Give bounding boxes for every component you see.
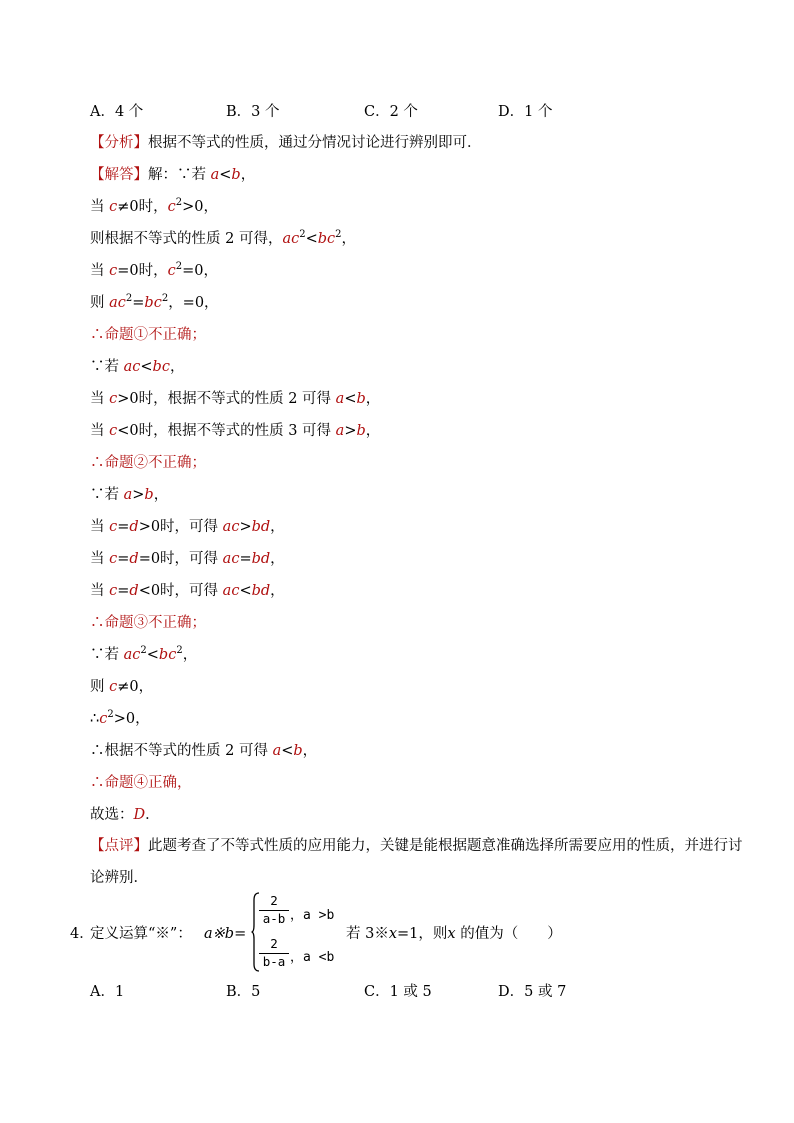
answer-line-16 [90, 645, 197, 665]
var-c: c [167, 199, 176, 215]
q4-option-a: A．1 [90, 984, 125, 1000]
exponent: 2 [175, 197, 183, 208]
answer-line-15: ∴命题③不正确； [90, 615, 206, 631]
var-d: d [129, 583, 139, 599]
answer-line-3 [90, 229, 356, 249]
text: ，=0， [168, 295, 219, 311]
q4-option-c: C．1 或 5 [364, 984, 432, 1000]
text: 则 [90, 295, 110, 311]
option-c: C．2 个 [364, 104, 418, 120]
var-a: a [272, 743, 282, 759]
text: <0时，可得 [138, 583, 223, 599]
exponent: 2 [299, 229, 306, 240]
var-bc: bc [158, 647, 177, 663]
var-c: c [109, 263, 118, 279]
text: 则根据不等式的性质 2 可得， [90, 231, 283, 247]
op: = [117, 583, 130, 599]
punct: ， [270, 551, 285, 567]
text: 故选： [90, 807, 134, 823]
question-number: 4． [70, 926, 94, 942]
var-c: c [109, 423, 118, 439]
punct: ， [365, 423, 381, 439]
condition-case-2: ，a <b [290, 950, 335, 965]
text: ∵若 [90, 647, 124, 663]
answer-line-13 [90, 549, 285, 569]
text: =0时， [117, 263, 168, 279]
exponent: 2 [140, 645, 147, 656]
op: = [132, 295, 145, 311]
answer-line-1 [90, 165, 255, 185]
var-bc: bc [152, 359, 170, 375]
text: 的值为（ ） [455, 926, 562, 942]
var-bd: bd [251, 583, 271, 599]
var-c: c [109, 679, 118, 695]
answer-line-2 [90, 197, 218, 217]
q4-option-b: B．5 [226, 984, 261, 1000]
op: < [239, 583, 252, 599]
denominator: b-a [262, 954, 286, 969]
answer-line-9 [90, 421, 380, 441]
var-b: b [144, 487, 154, 503]
analysis-text: 根据不等式的性质，通过分情况讨论进行辨别即可． [148, 135, 482, 151]
var-bd: bd [251, 551, 271, 567]
var-a: a [210, 167, 220, 183]
var-ac: ac [222, 519, 240, 535]
op: = [117, 519, 130, 535]
text: >0时，可得 [138, 519, 223, 535]
answer-line-17 [90, 677, 153, 697]
answer-choice: D [133, 807, 146, 823]
op: < [281, 743, 294, 759]
var-b: b [231, 167, 241, 183]
op: < [140, 359, 153, 375]
text: 当 [90, 423, 110, 439]
punct: ． [145, 807, 160, 823]
punct: ， [153, 487, 169, 503]
punct: ， [341, 231, 357, 247]
var-bd: bd [251, 519, 271, 535]
var-bc: bc [144, 295, 162, 311]
op: > [239, 519, 252, 535]
text: 当 [90, 199, 110, 215]
punct: ， [240, 167, 256, 183]
op: > [344, 423, 357, 439]
var-d: d [129, 551, 139, 567]
answer-line-21 [90, 805, 160, 825]
text: ∵若 [90, 359, 124, 375]
text: ≠0， [117, 679, 154, 695]
var-c: c [109, 519, 118, 535]
var-ac: ac [109, 295, 126, 311]
text: 当 [90, 551, 110, 567]
exponent: 2 [175, 261, 183, 272]
var-b: b [356, 423, 366, 439]
text: ∵若 [90, 487, 124, 503]
answer-line-18 [90, 709, 150, 729]
answer-line-4 [90, 261, 218, 281]
text: ≠0时， [117, 199, 168, 215]
answer-line-5 [90, 293, 219, 313]
exponent: 2 [107, 709, 114, 720]
answer-line-10: ∴命题②不正确； [90, 455, 206, 471]
exponent: 2 [176, 645, 183, 656]
comment-line-1 [90, 836, 743, 856]
option-a: A．4 个 [90, 104, 144, 120]
option-d: D．1 个 [498, 104, 553, 120]
var-x: x [388, 926, 398, 942]
op: < [305, 231, 318, 247]
exponent: 2 [161, 293, 169, 304]
answer-line-12 [90, 517, 285, 537]
text: <0时，根据不等式的性质 3 可得 [117, 423, 336, 439]
op: > [132, 487, 145, 503]
text: =1，则 [397, 926, 448, 942]
punct: ， [270, 519, 285, 535]
var-ac: ac [123, 359, 141, 375]
numerator: 2 [270, 936, 278, 951]
text: 当 [90, 391, 110, 407]
comment-line-2: 论辨别． [90, 870, 148, 886]
exponent: 2 [125, 293, 133, 304]
var-d: d [129, 519, 139, 535]
condition-case-1: ，a >b [290, 908, 335, 923]
answer-line-11 [90, 485, 168, 505]
question-suffix [346, 924, 562, 944]
punct: ， [182, 647, 198, 663]
answer-line-20: ∴命题④正确， [90, 775, 192, 791]
var-a: a [335, 423, 345, 439]
text: =0时，可得 [138, 551, 223, 567]
denominator: a-b [262, 911, 286, 926]
question-expr: a※b= [204, 926, 247, 942]
text: ∴根据不等式的性质 2 可得 [90, 743, 273, 759]
question-prefix: 定义运算“※”： [90, 926, 192, 942]
fraction-case-1 [259, 893, 289, 927]
text: >0时，根据不等式的性质 2 可得 [117, 391, 336, 407]
op: < [344, 391, 357, 407]
answer-line-14 [90, 581, 285, 601]
text: 则 [90, 679, 110, 695]
option-b: B．3 个 [226, 104, 280, 120]
text: >0， [182, 199, 218, 215]
exponent: 2 [335, 229, 342, 240]
q4-option-d: D．5 或 7 [498, 984, 567, 1000]
var-x: x [447, 926, 456, 942]
var-ac: ac [123, 647, 141, 663]
var-b: b [356, 391, 366, 407]
op: < [219, 167, 232, 183]
var-c: c [167, 263, 176, 279]
var-c: c [99, 711, 108, 727]
answer-line-8 [90, 389, 380, 409]
answer-text: 解：∵若 [148, 167, 211, 183]
var-c: c [109, 199, 118, 215]
analysis-tag: 【分析】 [90, 135, 148, 151]
var-ac: ac [282, 231, 300, 247]
var-ac: ac [222, 551, 240, 567]
var-a: a [123, 487, 133, 503]
text: 当 [90, 583, 110, 599]
punct: ， [270, 583, 285, 599]
answer-line-19 [90, 741, 317, 761]
punct: ， [365, 391, 381, 407]
comment-tag: 【点评】 [90, 838, 148, 854]
op: < [146, 647, 159, 663]
text: 当 [90, 519, 110, 535]
var-bc: bc [317, 231, 336, 247]
numerator: 2 [270, 893, 278, 908]
text: 当 [90, 263, 110, 279]
var-c: c [109, 391, 118, 407]
text: ∴ [90, 711, 100, 727]
comment-text: 此题考查了不等式性质的应用能力，关键是能根据题意准确选择所需要应用的性质，并进行讨 [148, 838, 743, 854]
var-ac: ac [222, 583, 240, 599]
answer-tag: 【解答】 [90, 167, 148, 183]
punct: ， [169, 359, 185, 375]
answer-line-6: ∴命题①不正确； [90, 327, 206, 343]
text: =0， [182, 263, 218, 279]
op: = [117, 551, 130, 567]
text: >0， [113, 711, 150, 727]
answer-line-7 [90, 357, 184, 377]
var-a: a [335, 391, 345, 407]
var-b: b [293, 743, 303, 759]
var-c: c [109, 551, 118, 567]
punct: ， [302, 743, 318, 759]
op: = [239, 551, 252, 567]
analysis-line [90, 133, 482, 153]
fraction-case-2 [259, 936, 289, 970]
var-c: c [109, 583, 118, 599]
text: 若 3※ [346, 926, 389, 942]
